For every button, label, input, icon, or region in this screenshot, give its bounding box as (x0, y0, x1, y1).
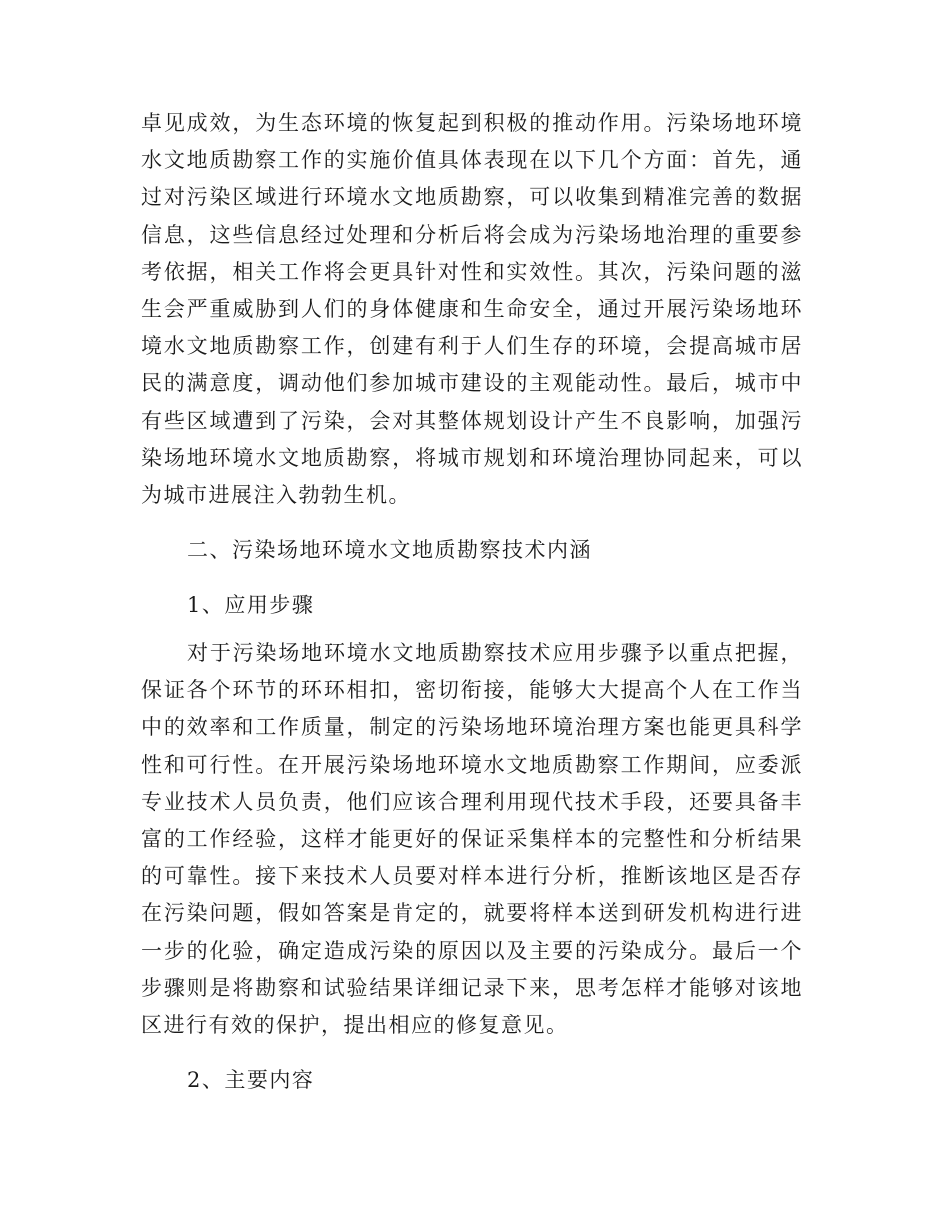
section-heading-2 (141, 532, 803, 569)
subsection-heading-application-steps (141, 587, 803, 624)
application-steps-paragraph (141, 635, 803, 1044)
intro-continuation-paragraph (141, 105, 803, 514)
paragraph-text: 对于污染场地环境水文地质勘察技术应用步骤予以重点把握，保证各个环节的环环相扣，密切衔接，能够大大提高个人在工作当中的效率和工作质量，制定的污染场地环境治理方案也能更具科学性和可行性。在开展污染场地环境水文地质勘察工作期间，应委派专业技术人员负责，他们应该合理利用现代技术手段，还要具备丰富的工作经验，这样才能更好的保证采集样本的完整性和分析结果的可靠性。接下来技术人员要对样本进行分析，推断该地区是否存在污染问题，假如答案是肯定的，就要将样本送到研发机构进行进一步的化验，确定造成污染的原因以及主要的污染成分。最后一个步骤则是将勘察和试验结果详细记录下来，思考怎样才能够对该地区进行有效的保护，提出相应的修复意见。 (141, 641, 803, 1038)
section-heading-text: 二、污染场地环境水文地质勘察技术内涵 (187, 538, 592, 562)
subsection-heading-text: 2、主要内容 (187, 1068, 315, 1092)
subsection-heading-main-content (141, 1062, 803, 1099)
paragraph-text: 卓见成效，为生态环境的恢复起到积极的推动作用。污染场地环境水文地质勘察工作的实施价值具体表现在以下几个方面：首先，通过对污染区域进行环境水文地质勘察，可以收集到精准完善的数据信息，这些信息经过处理和分析后将会成为污染场地治理的重要参考依据，相关工作将会更具针对性和实效性。其次，污染问题的滋生会严重威胁到人们的身体健康和生命安全，通过开展污染场地环境水文地质勘察工作，创建有利于人们生存的环境，会提高城市居民的满意度，调动他们参加城市建设的主观能动性。最后，城市中有些区域遭到了污染，会对其整体规划设计产生不良影响，加强污染场地环境水文地质勘察，将城市规划和环境治理协同起来，可以为城市进展注入勃勃生机。 (141, 111, 803, 508)
subsection-heading-text: 1、应用步骤 (187, 593, 315, 617)
